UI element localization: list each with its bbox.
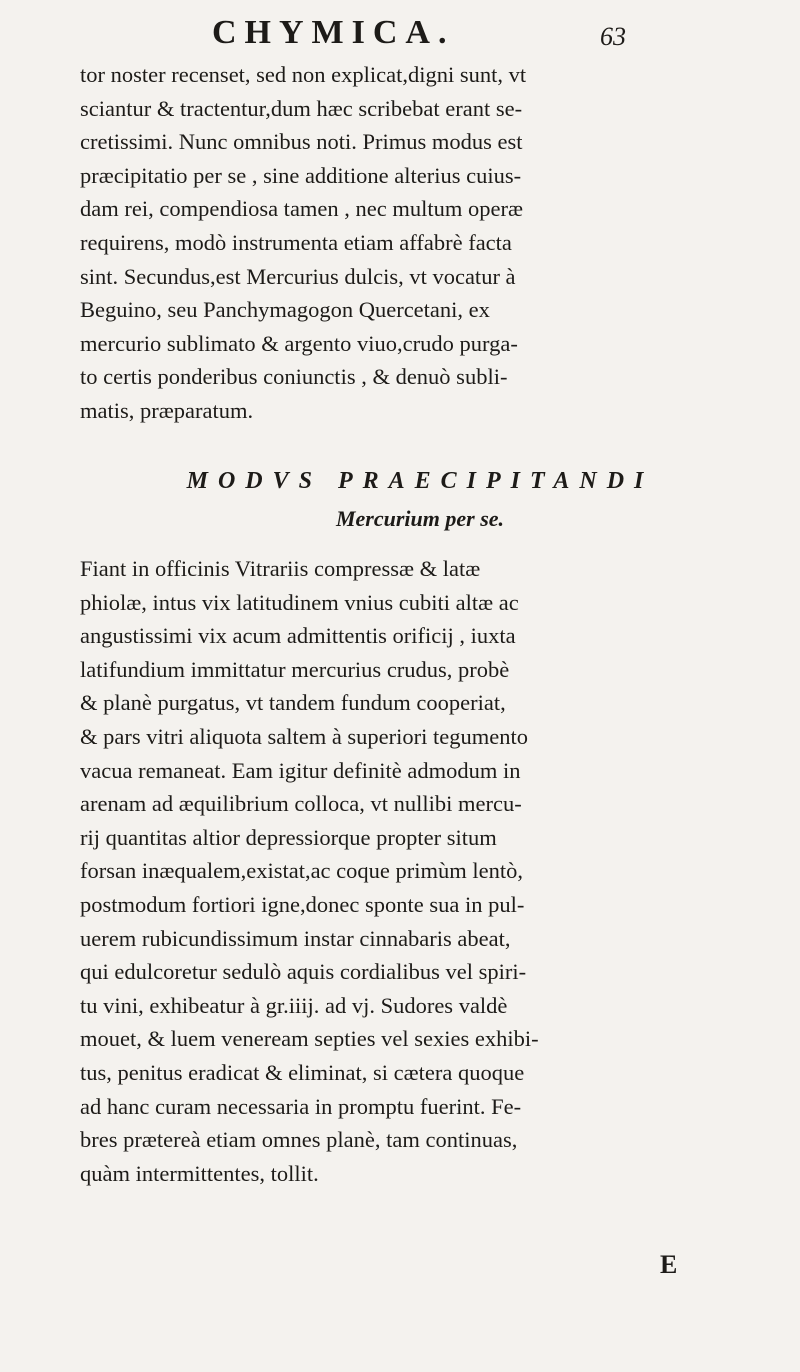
paragraph-intro: [80, 58, 760, 428]
text-line: postmodum fortiori igne,donec sponte sua in pul-: [80, 891, 525, 917]
text-line: tu vini, exhibeatur à gr.iiij. ad vj. Sudores valdè: [80, 992, 508, 1018]
text-line: phiolæ, intus vix latitudinem vnius cubiti altæ ac: [80, 589, 519, 615]
text-line: tus, penitus eradicat & eliminat, si cætera quoque: [80, 1059, 525, 1085]
section-subheading: Mercurium per se.: [335, 506, 505, 531]
text-line: requirens, modò instrumenta etiam affabrè facta: [80, 229, 512, 255]
text-line: rij quantitas altior depressiorque propter situm: [80, 824, 497, 850]
text-line: Fiant in officinis Vitrariis compressæ & latæ: [80, 556, 481, 581]
text-line: matis, præparatum.: [80, 397, 254, 423]
section-heading: MODVS PRAECIPITANDI: [186, 468, 654, 494]
text-line: & pars vitri aliquota saltem à superiori tegumento: [80, 723, 529, 749]
text-line: mouet, & luem veneream septies vel sexies exhibi-: [80, 1026, 539, 1052]
text-line: to certis ponderibus coniunctis , & denuò subli-: [80, 364, 508, 390]
running-title: CHYMICA.: [212, 14, 455, 51]
text-line: angustissimi vix acum admittentis orificij , iuxta: [80, 623, 516, 649]
text-line: præcipitatio per se , sine additione alterius cuius-: [80, 162, 522, 188]
text-line: latifundium immittatur mercurius crudus, probè: [80, 656, 510, 682]
catchword: E: [660, 1250, 678, 1279]
text-line: qui edulcoretur sedulò aquis cordialibus vel spiri-: [80, 959, 527, 985]
text-line: sint. Secundus,est Mercurius dulcis, vt vocatur à: [80, 263, 516, 289]
text-line: mercurio sublimato & argento viuo,crudo purga-: [80, 330, 518, 356]
text-line: quàm intermittentes, tollit.: [80, 1160, 319, 1186]
text-line: tor noster recenset, sed non explicat,digni sunt, vt: [80, 62, 527, 87]
text-line: ad hanc curam necessaria in promptu fuerint. Fe-: [80, 1093, 522, 1119]
running-head: [0, 14, 800, 64]
text-line: dam rei, compendiosa tamen , nec multum operæ: [80, 196, 524, 222]
text-line: uerem rubicundissimum instar cinnabaris abeat,: [80, 925, 511, 951]
text-line: bres prætereà etiam omnes planè, tam continuas,: [80, 1127, 518, 1153]
paragraph-method: [80, 552, 760, 1190]
text-line: & planè purgatus, vt tandem fundum cooperiat,: [80, 690, 506, 716]
text-line: forsan inæqualem,existat,ac coque primùm lentò,: [80, 858, 524, 884]
page-number: 63: [600, 22, 626, 51]
text-line: vacua remaneat. Eam igitur definitè admodum in: [80, 757, 521, 783]
text-line: arenam ad æquilibrium colloca, vt nullibi mercu-: [80, 791, 522, 817]
text-line: Beguino, seu Panchymagogon Quercetani, ex: [80, 297, 490, 323]
text-line: cretissimi. Nunc omnibus noti. Primus modus est: [80, 129, 523, 155]
text-line: sciantur & tractentur,dum hæc scribebat erant se-: [80, 95, 523, 121]
